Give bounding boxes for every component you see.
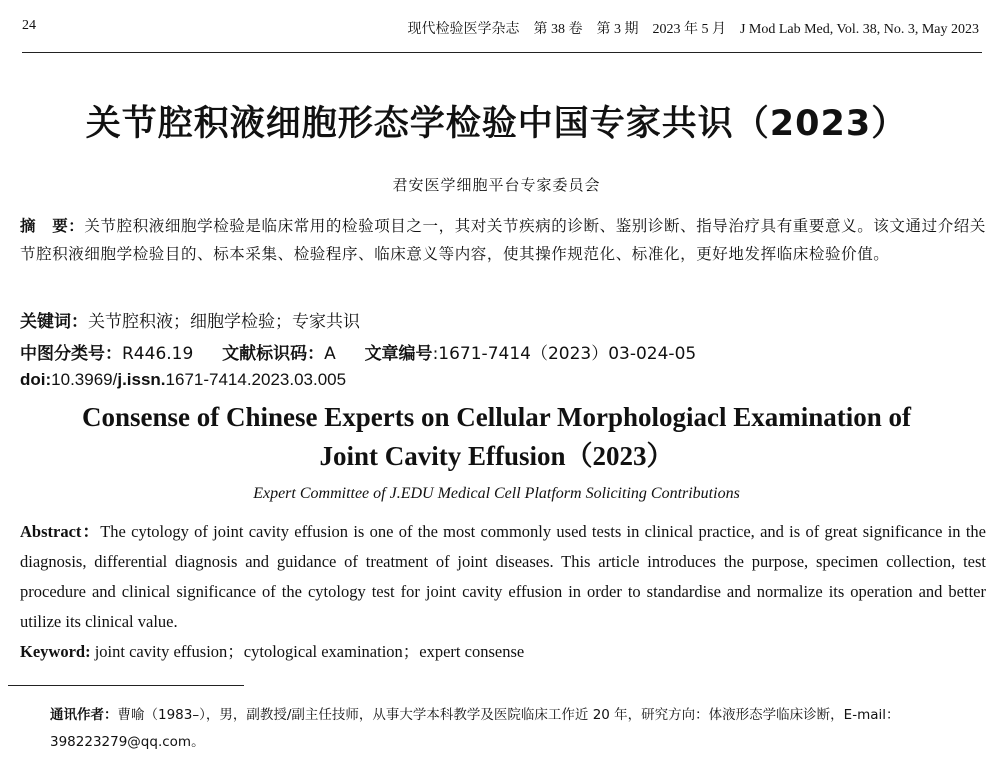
chinese-title: 关节腔积液细胞形态学检验中国专家共识（2023） — [85, 104, 908, 144]
english-abstract-label: Abstract： — [20, 522, 101, 541]
doi-prefix: 10.3969/ — [51, 370, 118, 389]
document-code-label: 文献标识码： — [222, 344, 325, 364]
doi-line — [20, 370, 346, 390]
chinese-keywords-label: 关键词： — [20, 312, 88, 332]
classification-line — [20, 339, 696, 364]
english-keywords-label: Keyword: — [20, 642, 91, 661]
chinese-abstract-label: 摘 要： — [20, 216, 85, 235]
footnote-divider — [8, 685, 244, 686]
doi-label: doi: — [20, 370, 52, 389]
chinese-author-committee: 君安医学细胞平台专家委员会 — [392, 176, 601, 194]
footnote-label: 通讯作者： — [50, 707, 118, 723]
english-keywords — [20, 638, 524, 662]
article-number-value: :1671-7414（2023）03-024-05 — [432, 344, 697, 364]
article-number-label: 文章编号 — [364, 344, 433, 364]
english-title — [0, 398, 993, 476]
english-abstract — [20, 517, 986, 637]
english-title-line-1: Consense of Chinese Experts on Cellular Morphologiacl Examination of — [81, 402, 912, 432]
chinese-abstract — [20, 212, 986, 268]
footnote-text: 曹喻（1983–），男，副教授/副主任技师，从事大学本科教学及医院临床工作近 20 年，研究方向：体液形态学临床诊断，E-mail：398223279@qq.com。 — [50, 707, 900, 750]
english-title-line-2: Joint Cavity Effusion（2023） — [319, 441, 674, 471]
chinese-keywords-text: 关节腔积液；细胞学检验；专家共识 — [88, 312, 360, 332]
doi-suffix: 1671-7414.2023.03.005 — [165, 370, 347, 389]
english-keywords-text: joint cavity effusion；cytological examination；expert consense — [94, 642, 525, 661]
clc-value: R446.19 — [122, 344, 194, 364]
english-author-committee: Expert Committee of J.EDU Medical Cell Platform Soliciting Contributions — [253, 485, 740, 502]
page-number: 24 — [22, 18, 36, 33]
english-abstract-text: The cytology of joint cavity effusion is one of the most commonly used tests in clinical practice, and is of great significance in the diagnosis, differential diagnosis and guidance of treatment of joint diseases. This article introduces the purpose, specimen collection, test procedure and clinical significance of the cytology test for joint cavity effusion in order to standardise and normalize its operation and better utilize its clinical value. — [20, 522, 986, 631]
clc-label: 中图分类号： — [20, 344, 122, 364]
chinese-keywords — [20, 307, 360, 332]
document-code-value: A — [324, 344, 336, 364]
journal-running-header: 现代检验医学杂志 第 38 卷 第 3 期 2023 年 5 月 J Mod Lab Med, Vol. 38, No. 3, May 2023 — [407, 22, 979, 37]
doi-issn-label: j.issn. — [117, 370, 166, 389]
chinese-abstract-text: 关节腔积液细胞学检验是临床常用的检验项目之一，其对关节疾病的诊断、鉴别诊断、指导治疗具有重要意义。该文通过介绍关节腔积液细胞学检验目的、标本采集、检验程序、临床意义等内容，使其操作规范化、标准化，更好地发挥临床检验价值。 — [20, 217, 987, 263]
corresponding-author-footnote — [50, 702, 986, 756]
header-divider — [22, 52, 982, 53]
